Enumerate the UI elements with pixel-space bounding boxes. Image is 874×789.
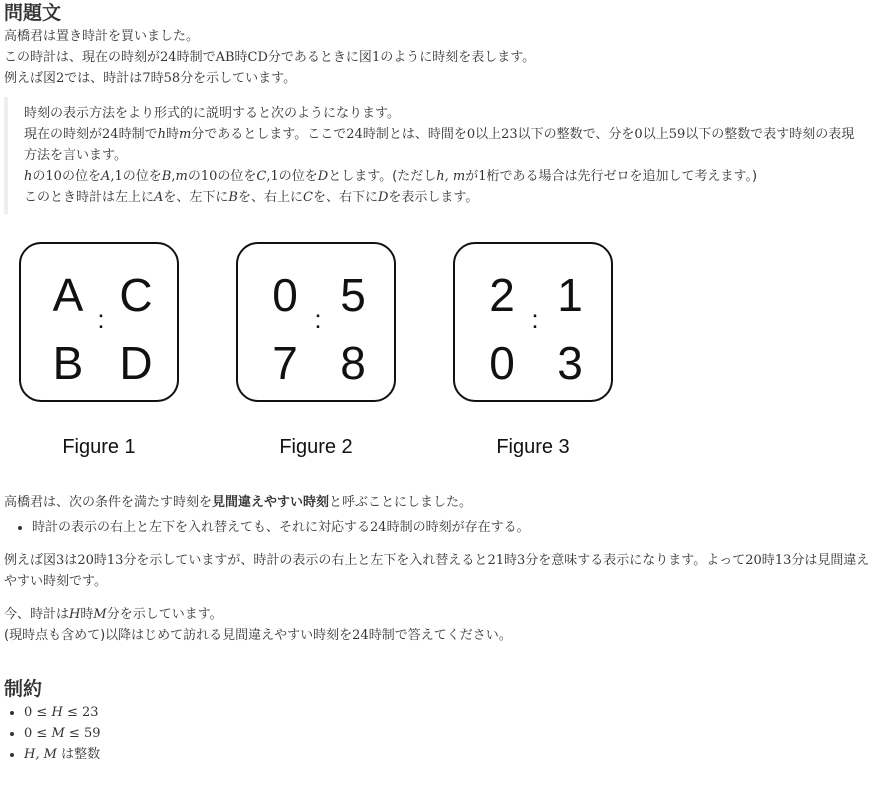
clock-bottom-right: 8 bbox=[340, 337, 366, 389]
clock-colon: : bbox=[314, 304, 322, 334]
clock-top-left: 0 bbox=[272, 269, 298, 321]
clock-bottom-right: D bbox=[119, 337, 153, 389]
clock-top-left: 2 bbox=[489, 269, 515, 321]
figure-caption-2: Figure 2 bbox=[279, 436, 353, 458]
constraint-list bbox=[4, 702, 870, 765]
statement-line-1: 高橋君は置き時計を買いました。 bbox=[4, 29, 200, 44]
definition-paragraph: 高橋君は、次の条件を満たす時刻を見間違えやすい時刻と呼ぶことにしました。 bbox=[4, 495, 473, 510]
example-paragraph: 例えば図3は20時13分を示していますが、時計の表示の右上と左下を入れ替えると21時3分を意味する表示になります。よって20時13分は見間違えやすい時刻です。 bbox=[4, 553, 870, 589]
quote-line-4: このとき時計は左上にAを、左下にBを、右上にCを、右下にDを表示します。 bbox=[24, 190, 479, 205]
clock-colon: : bbox=[97, 304, 105, 334]
quote-line-2: 現在の時刻が24時制でh時m分であるとします。ここで24時制とは、時間を0以上23以下の整数で、分を0以上59以下の整数で表す時刻の表現方法を言います。 bbox=[24, 127, 855, 163]
quote-line-1: 時刻の表示方法をより形式的に説明すると次のようになります。 bbox=[24, 106, 400, 121]
clock-top-right: 1 bbox=[557, 269, 583, 321]
condition-item: • 時計の表示の右上と左下を入れ替えても、それに対応する24時制の時刻が存在する。 bbox=[32, 517, 870, 538]
clock-figures bbox=[4, 230, 870, 492]
section-title-constraints: 制約 bbox=[4, 678, 43, 700]
figure-caption-3: Figure 3 bbox=[496, 436, 570, 458]
section-title-problem: 問題文 bbox=[4, 2, 62, 24]
statement-line-3: 例えば図2では、時計は7時58分を示しています。 bbox=[4, 71, 297, 86]
constraint-item: • H, M は整数 bbox=[24, 744, 870, 765]
defined-term: 見間違えやすい時刻 bbox=[212, 495, 330, 510]
clock-figure-3 bbox=[453, 242, 613, 402]
clock-bottom-left: B bbox=[52, 337, 84, 389]
constraint-item: • 0 ≤ M ≤ 59 bbox=[24, 723, 870, 744]
condition-list bbox=[4, 517, 870, 538]
problem-statement bbox=[4, 0, 870, 765]
quote-line-3: hの10の位をA,1の位をB,mの10の位をC,1の位をDとします。(ただしh, mが1桁である場合は先行ゼロを追加して考えます。) bbox=[24, 169, 758, 184]
formal-definition-quote bbox=[4, 97, 870, 214]
figure-caption-1: Figure 1 bbox=[62, 436, 136, 458]
clock-top-right: 5 bbox=[340, 269, 366, 321]
clock-figure-1 bbox=[19, 242, 179, 402]
clock-top-left: A bbox=[52, 269, 84, 321]
statement-line-2: この時計は、現在の時刻が24時制でAB時CD分であるときに図1のように時刻を表します。 bbox=[4, 50, 536, 65]
task-paragraph: (現時点も含めて)以降はじめて訪れる見間違えやすい時刻を24時制で答えてください。 bbox=[4, 628, 512, 643]
constraint-item: • 0 ≤ H ≤ 23 bbox=[24, 702, 870, 723]
clock-colon: : bbox=[531, 304, 539, 334]
clock-figure-2 bbox=[236, 242, 396, 402]
clock-bottom-left: 0 bbox=[489, 337, 515, 389]
current-time-paragraph: 今、時計はH時M分を示しています。 bbox=[4, 607, 223, 622]
clock-bottom-left: 7 bbox=[272, 337, 298, 389]
clock-bottom-right: 3 bbox=[557, 337, 583, 389]
clock-top-right: C bbox=[119, 269, 153, 321]
